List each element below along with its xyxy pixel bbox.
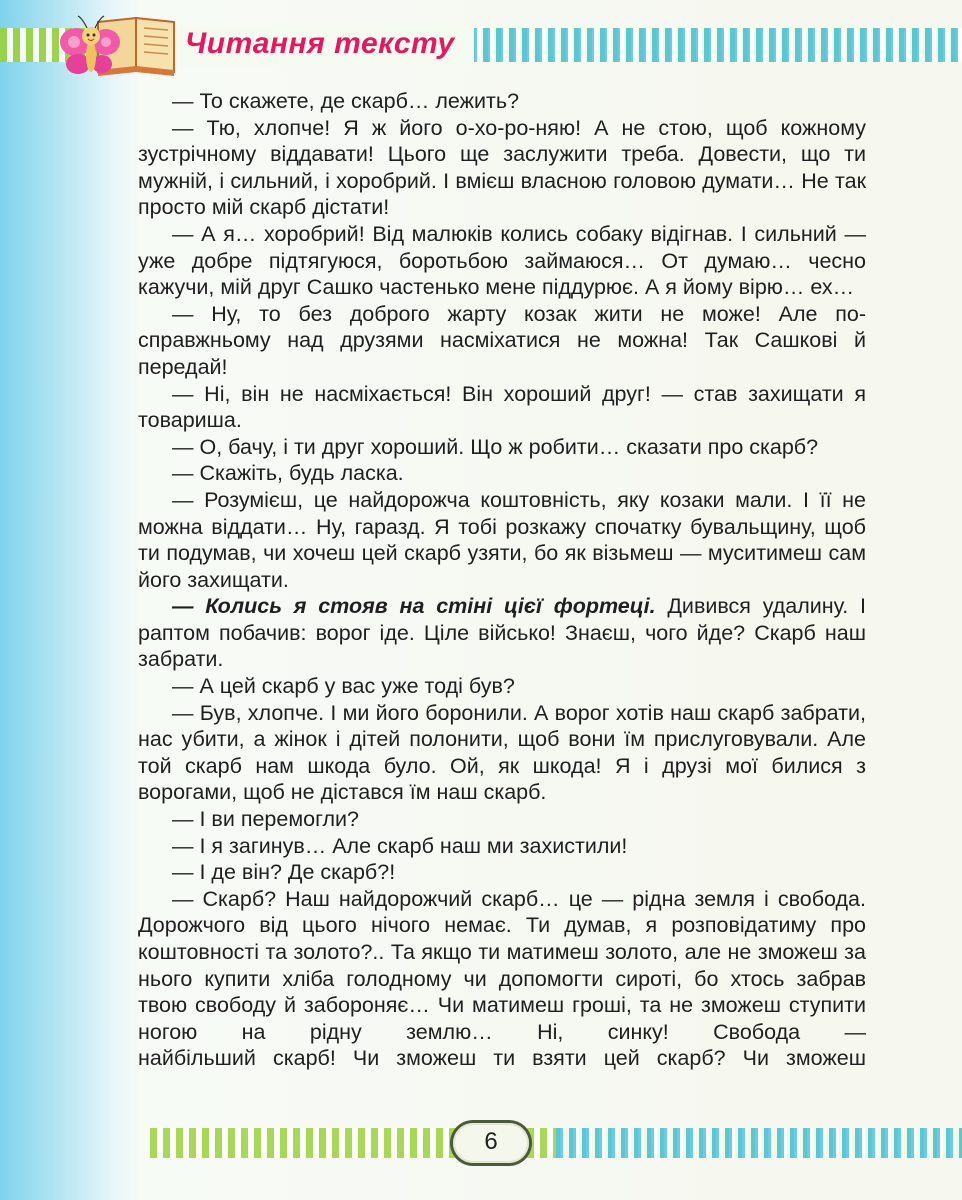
- paragraph: — І я загинув… Але скарб наш ми захистили!: [172, 833, 628, 858]
- butterfly-book-icon: [58, 8, 176, 84]
- paragraph: — То скажете, де скарб… лежить?: [172, 89, 520, 113]
- paragraph: — А цей скарб у вас уже тоді був?: [172, 674, 515, 699]
- paragraph: — Скарб? Наш найдорожчий скарб… це — рідна земля і свобода. Дорожчого від цього нічого немає. Ти думав, я розповідатиму про коштовності та золото?.. Та якщо ти матимеш золото, але не зможеш за нього купити хліба голодному чи допомогти сироті, бо хтось забрав твою свободу й забороняє… Чи матимеш гроші, та не зможеш ступити ногою на рідну землю… Ні, синку! Свобода —: [138, 886, 866, 1044]
- paragraph: — Був, хлопче. І ми його боронили. А ворог хотів наш скарб забрати, нас убити, а жінок і дітей полонити, щоб вони їм прислуговували. Але той скарб нам шкода було. Ой, як шкода! Я і друзі мої билися з ворогами, щоб не дістався їм наш скарб.: [138, 700, 866, 805]
- section-title: Читання тексту: [185, 27, 455, 60]
- paragraph: — І де він? Де скарб?!: [172, 860, 396, 885]
- story-text: [138, 88, 866, 1072]
- paragraph: — Тю, хлопче! Я ж його о-хо-ро-няю! А не стою, щоб кожному зустрічному віддавати! Цього ще заслужити треба. Довести, що ти мужній, і сильний, і хоробрий. І вмієш власною головою думати… Не так просто мій скарб дістати!: [138, 115, 866, 220]
- paragraph-rest: Дивився удалину. І раптом побачив: ворог іде. Ціле військо! Знаєш, чого йде? Скарб наш забрати.: [138, 594, 866, 672]
- emphasized-sentence: — Колись я стояв на стіні цієї фортеці.: [172, 594, 656, 619]
- header-stripes-blue: [470, 28, 962, 62]
- paragraph: — І ви перемогли?: [172, 807, 359, 832]
- page-number: 6: [484, 1128, 498, 1155]
- paragraph: — Розумієш, це найдорожча коштовність, яку козаки мали. І її не можна віддати… Ну, гаразд. Я тобі розкажу спочатку бувальщину, щоб ти подумав, чи хочеш цей скарб узяти, бо як візьмеш — муситимеш сам його захищати.: [138, 487, 866, 592]
- footer-stripes-blue: [556, 1128, 962, 1158]
- paragraph: — Скажіть, будь ласка.: [172, 461, 404, 486]
- paragraph-continues: найбільший скарб! Чи зможеш ти взяти цей скарб? Чи зможеш: [138, 1046, 866, 1071]
- paragraph: — Ну, то без доброго жарту козак жити не може! Але по-справжньому над друзями насміхатися не можна! Так Сашкові й передай!: [138, 301, 866, 379]
- paragraph: [138, 593, 866, 673]
- paragraph: — А я… хоробрий! Від малюків колись собаку відігнав. І сильний — уже добре підтягуюся, боротьбою займаюся… От думаю… чесно кажучи, мій друг Сашко частенько мене піддурює. А я йому вірю… ех…: [138, 221, 866, 300]
- paragraph: — О, бачу, і ти друг хороший. Що ж робити… сказати про скарб?: [172, 434, 819, 459]
- paragraph: — Ні, він не насміхається! Він хороший друг! — став захищати я товариша.: [138, 381, 866, 433]
